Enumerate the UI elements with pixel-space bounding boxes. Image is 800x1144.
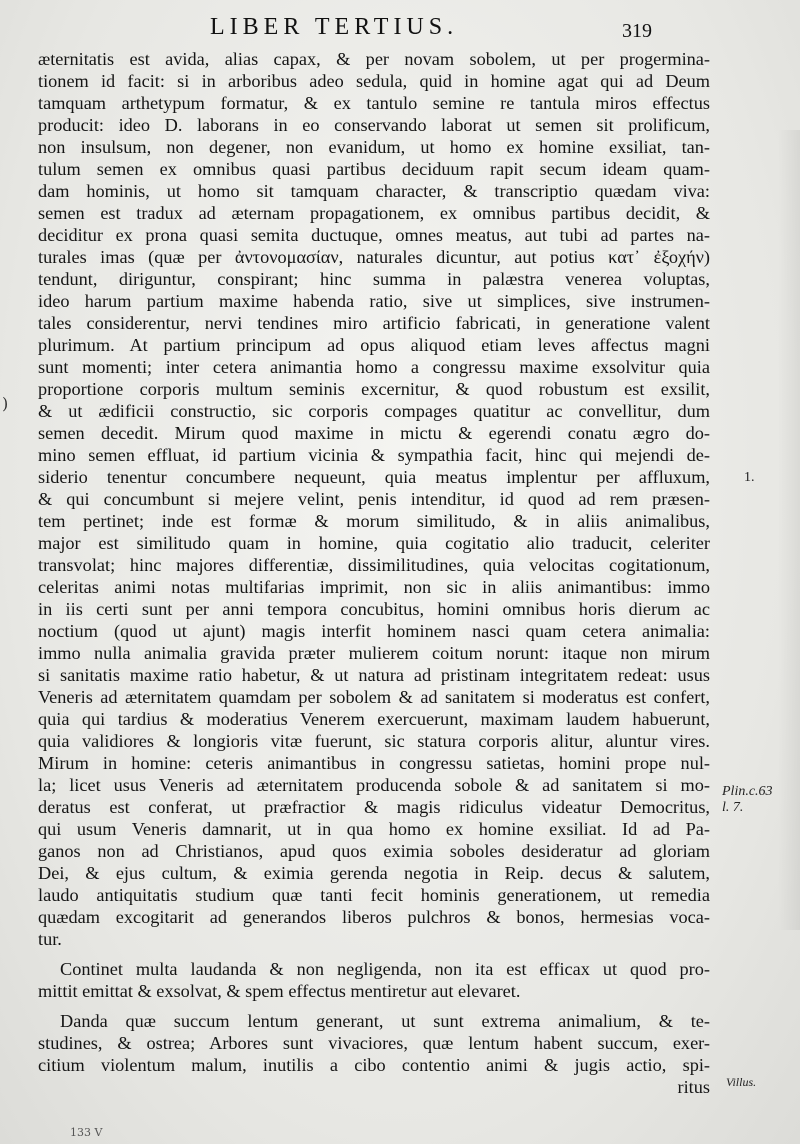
text-line: transvolat; hinc majores differentiæ, dissimilitudines, quia velocitas cogitationum, (38, 555, 710, 575)
text-line: tamquam arthetypum formatur, & ex tantulo semine re tantula miros effectus (38, 93, 710, 113)
text-line: siderio tenentur concumbere nequeunt, quia meatus implentur per affluxum, (38, 467, 710, 487)
text-line: si sanitatis maxime ratio habetur, & ut natura ad pristinam integritatem redeat: usus (38, 665, 710, 685)
text-line: deratus est conferat, ut præfractior & magis ridiculus videatur Democritus, (38, 797, 710, 817)
text-line: sunt momenti; inter cetera animantia homo a congressu maxime exsolvitur quia (38, 357, 710, 377)
footer-mark: 133 V (70, 1126, 103, 1139)
text-line: Veneris ad æternitatem quamdam per sobolem & ad sanitatem si moderatus est confert, (38, 687, 710, 707)
margin-note-villus: Villus. (726, 1075, 757, 1089)
text-line: tionem id facit: si in arboribus adeo sedula, quid in homine agat qui ad Deum (38, 71, 710, 91)
text-line: la; licet usus Veneris ad æternitatem producenda sobole & ad sanitatem si mo- (38, 775, 710, 795)
text-line: laudo antiquitatis studium quæ tanti fecit hominis generationem, ut remedia (38, 885, 710, 905)
text-line: Continet multa laudanda & non negligenda, non ita est efficax ut quod pro- (60, 959, 710, 979)
text-line: & qui concumbunt si mejere velint, penis intenditur, id quod ad rem præsen- (38, 489, 710, 509)
text-line: ganos non ad Christianos, apud quos eximia soboles desideratur ad gloriam (38, 841, 710, 861)
text-line: tur. (38, 929, 62, 949)
body-text (38, 48, 710, 1098)
text-line: mittit emittat & exsolvat, & spem effectus mentiretur aut elevaret. (38, 981, 521, 1001)
margin-note-plinius-line2: l. 7. (722, 800, 744, 815)
text-line: æternitatis est avida, alias capax, & per novam sobolem, ut per progermina- (38, 49, 710, 69)
page-edge-shadow (778, 130, 800, 930)
margin-note-plinius (722, 784, 773, 816)
text-line: immo nulla animalia gravida præter mulierem coitum norunt: itaque non mirum (38, 643, 710, 663)
running-head: LIBER TERTIUS. (210, 14, 459, 40)
margin-note-1: 1. (744, 470, 755, 485)
text-line: tulum semen ex omnibus quasi partibus deciduum rapit secum ideam quam- (38, 159, 710, 179)
text-line: semen decedit. Mirum quod maxime in mictu & egerendi conatu ægro do- (38, 423, 710, 443)
text-line: studines, & ostrea; Arbores sunt vivaciores, quæ lentum habent succum, exer- (38, 1033, 710, 1053)
text-line: noctium (quod ut ajunt) magis interfit hominem nasci quam cetera animalia: (38, 621, 710, 641)
catchword: ritus (677, 1077, 710, 1097)
text-line: Mirum in homine: ceteris animantibus in congressu satietas, homini prope nul- (38, 753, 710, 773)
text-line: major est similitudo quam in homine, quia cogitatio alio traducit, celeriter (38, 533, 710, 553)
text-line: tales considerentur, nervi tendines miro artificio fabricati, in generatione valent (38, 313, 710, 333)
text-line: ideo harum partium maxime habenda ratio, sive ut simplices, sive instrumen- (38, 291, 710, 311)
text-line: Danda quæ succum lentum generant, ut sunt extrema animalium, & te- (60, 1011, 710, 1031)
text-line: celeritas animi notas multifarias imprimit, non sic in aliis animantibus: immo (38, 577, 710, 597)
text-line: Dei, & ejus cultum, & eximia gerenda negotia in Reip. decus & salutem, (38, 863, 710, 883)
text-line: plurimum. At partium principum ad opus aliquod etiam leves affectus magni (38, 335, 710, 355)
text-line: mino semen effluat, id partium vicinia & sympathia facit, hinc qui mejendi de- (38, 445, 710, 465)
text-line: producit: ideo D. laborans in eo conservando laborat ut semen sit prolificum, (38, 115, 710, 135)
text-line: deciditur ex prona quasi semita ductuque, omnes meatus, aut tubi ad partes na- (38, 225, 710, 245)
text-line: quædam excogitarit ad generandos liberos pulchros & bonos, hermesias voca- (38, 907, 710, 927)
text-line: dam hominis, ut homo sit tamquam character, & transcriptio quædam viva: (38, 181, 710, 201)
text-line: quia qui tardius & moderatius Venerem exercuerunt, maximam laudem habuerunt, (38, 709, 710, 729)
text-line: turales imas (quæ per ἀντονομασίαν, naturales dicuntur, aut potius κατ᾽ ἐξοχήν) (38, 247, 710, 267)
text-line: tem pertinet; inde est formæ & morum similitudo, & in aliis animalibus, (38, 511, 710, 531)
text-line: non insulsum, non degener, non evanidum, ut homo ex homine exsiliat, tan- (38, 137, 710, 157)
text-line: citium violentum malum, inutilis a cibo contentio animi & jugis actio, spi- (38, 1055, 710, 1075)
text-line: in iis certi sunt per anni tempora concubitus, homini omnibus horis dierum ac (38, 599, 710, 619)
text-line: tendunt, diriguntur, conspirant; hinc summa in palæstra venerea voluptas, (38, 269, 710, 289)
text-line: quia validiores & longioris vitæ fuerunt, sic statura corporis alitur, aluntur vires. (38, 731, 710, 751)
text-line: & ut ædificii constructio, sic corporis compages quatitur ac convellitur, dum (38, 401, 710, 421)
margin-note-plinius-line1: Plin.c.63 (722, 784, 773, 799)
page-number: 319 (622, 20, 652, 42)
left-margin-mark: ) (2, 394, 9, 413)
text-line: proportione corporis multum seminis excernitur, & quod robustum est exsilit, (38, 379, 710, 399)
text-line: qui usum Veneris damnarit, ut in qua homo ex homine exsiliat. Id ad Pa- (38, 819, 710, 839)
text-line: semen est tradux ad æternam propagationem, ex omnibus partibus decidit, & (38, 203, 710, 223)
